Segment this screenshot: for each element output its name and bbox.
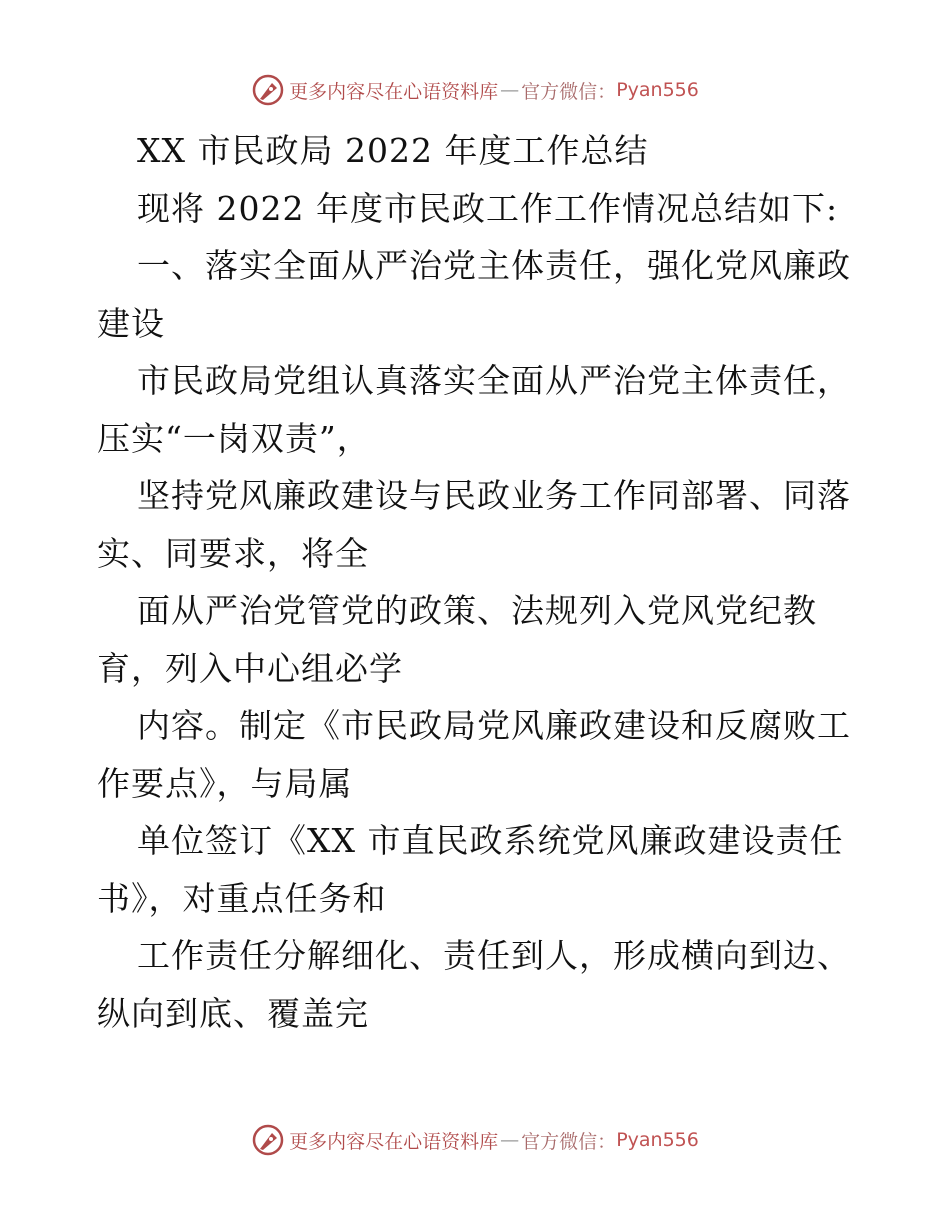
paragraph-line: 工作责任分解细化、责任到人，形成横向到边、 (137, 936, 851, 975)
paragraph-line: 实、同要求，将全 (97, 533, 369, 573)
watermark-label: 官方微信： (521, 1130, 617, 1153)
watermark-id: Pyan556 (616, 1129, 699, 1151)
paragraph-line: 纵向到底、覆盖完 (97, 993, 369, 1033)
pen-nib-circle-icon (251, 73, 285, 107)
header-watermark (0, 70, 950, 110)
paragraph-line: 单位签订《XX 市直民政系统党风廉政建设责任 (137, 821, 844, 860)
paragraph-line: 育，列入中心组必学 (97, 648, 403, 688)
paragraph-line: 一、落实全面从严治党主体责任，强化党风廉政 (137, 246, 851, 285)
watermark-separator: — (500, 1129, 520, 1151)
paragraph-line: 作要点》，与局属 (97, 763, 353, 803)
watermark-text: 更多内容尽在心语资料库 (289, 80, 499, 103)
watermark-separator: — (500, 79, 520, 101)
pen-nib-circle-icon (251, 1123, 285, 1157)
paragraph-line: 内容。制定《市民政局党风廉政建设和反腐败工 (137, 706, 851, 745)
paragraph-line: 面从严治党管党的政策、法规列入党风党纪教 (137, 591, 817, 630)
footer-watermark (0, 1120, 950, 1160)
paragraph-line: 压实“一岗双责”， (97, 418, 371, 458)
watermark-label: 官方微信： (521, 80, 617, 103)
paragraph-line: 书》，对重点任务和 (97, 878, 387, 918)
document-body (97, 122, 857, 1042)
paragraph-line: 建设 (97, 303, 165, 343)
paragraph-line: 市民政局党组认真落实全面从严治党主体责任， (137, 361, 851, 400)
watermark-text: 更多内容尽在心语资料库 (289, 1130, 499, 1153)
paragraph-line: 现将 2022 年度市民政工作工作情况总结如下: (137, 188, 839, 228)
watermark-id: Pyan556 (616, 79, 699, 101)
document-title: XX 市民政局 2022 年度工作总结 (137, 131, 649, 170)
paragraph-line: 坚持党风廉政建设与民政业务工作同部署、同落 (137, 476, 851, 515)
